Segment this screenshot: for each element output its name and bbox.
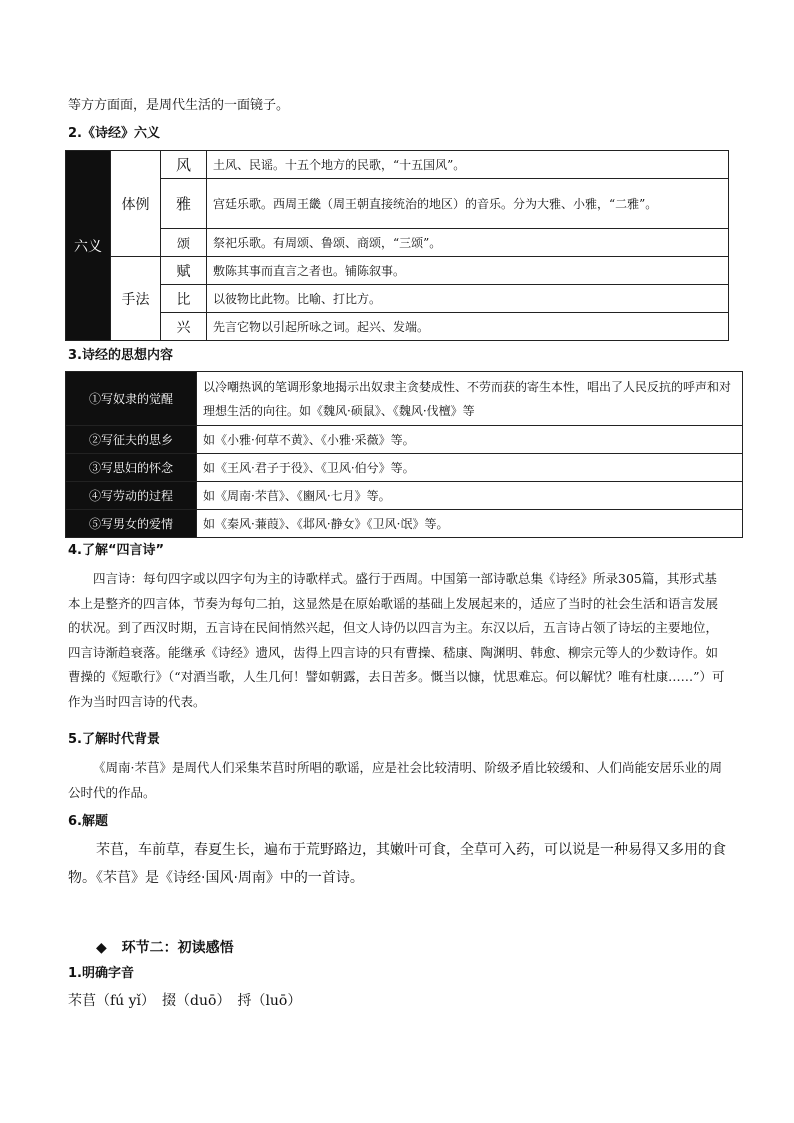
section5-paragraph: 《周南·芣苢》是周代人们采集芣苢时所唱的歌谣，应是社会比较清明、阶级矛盾比较缓和、人们尚能安居乐业的周公时代的作品。: [68, 760, 722, 800]
thought-desc-3: 如《王风·君子于役》、《卫风·伯兮》等。: [197, 454, 743, 482]
thought-desc-1: 以冷嘲热讽的笔调形象地揭示出奴隶主贪婪成性、不劳而获的寄生本性，唱出了人民反抗的呼声和对理想生活的向往。如《魏风·硕鼠》、《魏风·伐檀》等: [197, 372, 743, 426]
diamond-bullet-icon: ◆: [96, 940, 107, 956]
term-ya: 雅: [161, 179, 207, 229]
link2-title: 环节二：初读感悟: [121, 940, 234, 956]
term-fu: 赋: [161, 257, 207, 285]
pronunciation-line: 芣苢（fú yǐ） 掇（duō） 捋（luō）: [68, 993, 302, 1009]
thought-desc-5: 如《秦风·蒹葭》、《邶风·静女》《卫风·氓》等。: [197, 510, 743, 538]
desc-xing: 先言它物以引起所咏之词。起兴、发端。: [207, 313, 729, 341]
desc-fu: 敷陈其事而直言之者也。铺陈叙事。: [207, 257, 729, 285]
thought-label-3: ③写思妇的怀念: [66, 454, 197, 482]
thought-label-2: ②写征夫的思乡: [66, 426, 197, 454]
thought-content-table: [65, 371, 743, 538]
six-meanings-label: 六义: [66, 151, 111, 341]
top-line: 等方方面面，是周代生活的一面镜子。: [68, 98, 290, 113]
thought-desc-2: 如《小雅·何草不黄》、《小雅·采薇》等。: [197, 426, 743, 454]
link2-heading: [96, 937, 234, 957]
section6-heading: 6.解题: [68, 814, 108, 829]
section6-paragraph: 芣苢，车前草，春夏生长，遍布于荒野路边，其嫩叶可食，全草可入药，可以说是一种易得又多用的食物。《芣苢》是《诗经·国风·周南》中的一首诗。: [68, 842, 726, 886]
desc-song: 祭祀乐歌。有周颂、鲁颂、商颂，“三颂”。: [207, 229, 729, 257]
term-song: 颂: [161, 229, 207, 257]
section5-heading: 5.了解时代背景: [68, 732, 160, 747]
section3-heading: 3.诗经的思想内容: [68, 348, 173, 363]
section4-heading: 4.了解“四言诗”: [68, 543, 165, 558]
thought-label-1: ①写奴隶的觉醒: [66, 372, 197, 426]
thought-label-5: ⑤写男女的爱情: [66, 510, 197, 538]
term-bi: 比: [161, 285, 207, 313]
six-meanings-table: [65, 150, 729, 341]
desc-ya: 宫廷乐歌。西周王畿（周王朝直接统治的地区）的音乐。分为大雅、小雅，“二雅”。: [207, 179, 729, 229]
group-label-style: 体例: [111, 151, 161, 257]
sub1-heading: 1.明确字音: [68, 966, 134, 981]
term-xing: 兴: [161, 313, 207, 341]
thought-desc-4: 如《周南·芣苢》、《豳风·七月》等。: [197, 482, 743, 510]
desc-feng: 土风、民谣。十五个地方的民歌，“十五国风”。: [207, 151, 729, 179]
desc-bi: 以彼物比此物。比喻、打比方。: [207, 285, 729, 313]
section2-heading: 2.《诗经》六义: [68, 126, 160, 141]
group-label-technique: 手法: [111, 257, 161, 341]
term-feng: 风: [161, 151, 207, 179]
thought-label-4: ④写劳动的过程: [66, 482, 197, 510]
section4-paragraph: 四言诗：每句四字或以四字句为主的诗歌样式。盛行于西周。中国第一部诗歌总集《诗经》所录305篇，其形式基本上是整齐的四言体，节奏为每句二拍，这显然是在原始歌谣的基础上发展起来的，适应了当时的社会生活和语言发展的状况。到了西汉时期，五言诗在民间悄然兴起，但文人诗仍以四言为主。东汉以后，五言诗占领了诗坛的主要地位，四言诗渐趋衰落。能继承《诗经》遗风，齿得上四言诗的只有曹操、嵇康、陶渊明、韩愈、柳宗元等人的少数诗作。如曹操的《短歌行》（“对酒当歌，人生几何！譬如朝露，去日苦多。慨当以慷，忧思难忘。何以解忧？唯有杜康……”）可作为当时四言诗的代表。: [68, 571, 725, 709]
